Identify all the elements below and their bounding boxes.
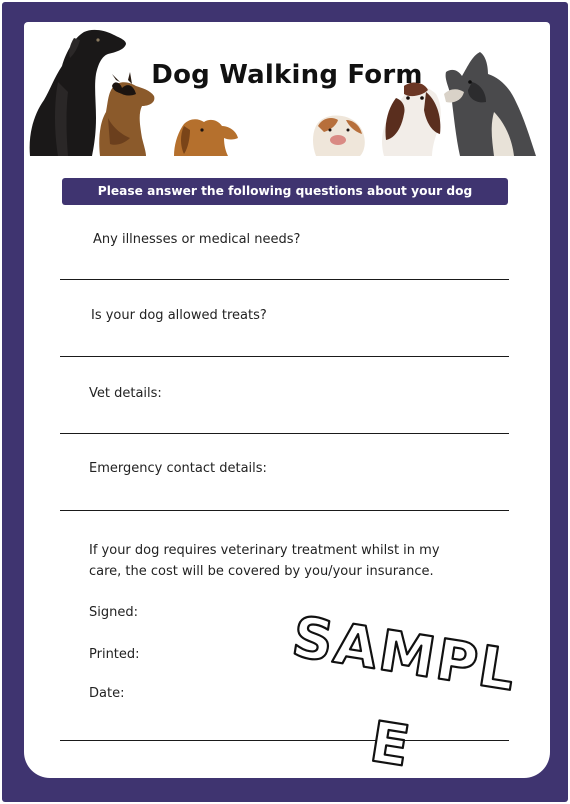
answer-line-medical-needs[interactable]: [60, 279, 509, 280]
answer-line-vet-details[interactable]: [60, 433, 509, 434]
printed-label: Printed:: [89, 647, 140, 662]
signed-label: Signed:: [89, 605, 138, 620]
instructions-banner: Please answer the following questions about your dog: [62, 178, 508, 205]
form-title: Dog Walking Form: [151, 60, 423, 90]
answer-line-emergency-contact[interactable]: [60, 510, 509, 511]
question-emergency-contact: Emergency contact details:: [89, 461, 267, 476]
question-vet-details: Vet details:: [89, 386, 162, 401]
dachshund-image: [174, 119, 238, 156]
form-sheet: [24, 22, 550, 778]
bulldog-image: [313, 115, 365, 156]
signature-line[interactable]: [60, 740, 509, 741]
watermark-line-1: SAMPL: [287, 604, 522, 705]
dog-photo-header: [24, 22, 550, 162]
spaniel-image: [382, 83, 441, 156]
watermark-line-2: E: [365, 709, 414, 780]
answer-line-treats[interactable]: [60, 356, 509, 357]
date-label: Date:: [89, 686, 125, 701]
question-treats: Is your dog allowed treats?: [91, 308, 267, 323]
insurance-note: If your dog requires veterinary treatment whilst in my care, the cost will be covered by you/your insurance.: [89, 543, 440, 579]
question-medical-needs: Any illnesses or medical needs?: [93, 232, 301, 247]
